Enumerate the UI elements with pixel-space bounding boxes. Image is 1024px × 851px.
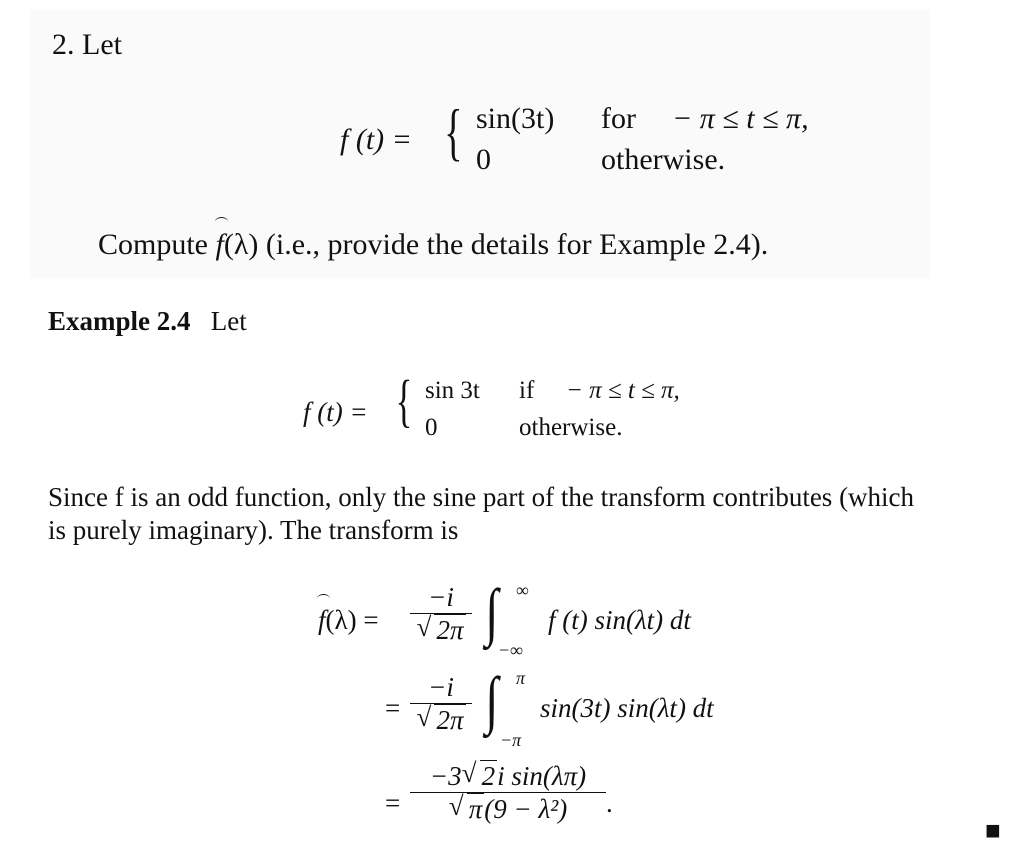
eq1-lhs-arg: (λ) =	[325, 605, 379, 635]
eq3-frac-denominator	[410, 793, 606, 825]
eq3-den-radicand: π	[468, 794, 483, 824]
example-brace: {	[395, 368, 413, 433]
example-case1-cond-word: if	[519, 377, 535, 404]
eq3-den-post: (9 − λ²)	[484, 794, 568, 824]
eq1-lower-limit: −∞	[498, 640, 523, 660]
eq3-period: .	[606, 788, 613, 818]
eq2-equals: =	[385, 693, 401, 723]
exercise-number: 2.	[52, 28, 75, 61]
example-paragraph-line2: is purely imaginary). The transform is	[48, 515, 459, 545]
eq3-num-radicand: 2	[481, 761, 496, 791]
example-case2-expr: 0	[425, 414, 438, 441]
compute-text-pre: Compute	[98, 228, 208, 261]
eq1-sqrt-radicand: 2π	[436, 615, 464, 645]
eq1-frac-denominator	[410, 614, 472, 646]
exercise-case1-cond: − π ≤ t ≤ π,	[672, 102, 809, 135]
exercise-intro: Let	[82, 28, 122, 61]
eq1-fraction	[410, 582, 472, 646]
exercise-compute-line	[98, 228, 768, 262]
eq2-sqrt-radicand: 2π	[436, 705, 464, 735]
eq2-integrand: sin(3t) sin(λt) dt	[540, 693, 714, 723]
eq1-integrand: f (t) sin(λt) dt	[548, 605, 691, 635]
eq2-frac-denominator	[410, 704, 472, 736]
example-intro: Let	[210, 306, 247, 336]
exercise-case1-cond-word: for	[601, 102, 636, 135]
compute-arg: (λ)	[223, 228, 259, 261]
eq1-integral-sign: ∫	[485, 576, 499, 647]
eq2-integral-sign: ∫	[485, 664, 499, 735]
eq2-fraction	[410, 672, 472, 736]
example-paragraph-line1: Since f is an odd function, only the sine part of the transform contributes (which	[48, 482, 915, 512]
compute-f-hat: f	[215, 228, 224, 261]
eq2-lower-limit: −π	[500, 730, 522, 750]
exercise-heading	[52, 28, 122, 62]
eq1-lhs-f-hat: f	[318, 605, 326, 635]
eq3-fraction	[410, 760, 606, 825]
example-heading-line	[48, 306, 247, 337]
exercise-f-lhs: f (t) =	[340, 123, 412, 156]
example-case2-cond: otherwise.	[519, 414, 623, 441]
exercise-case2-expr: 0	[476, 143, 491, 176]
eq1-lhs	[318, 605, 379, 636]
example-f-lhs: f (t) =	[303, 397, 368, 427]
example-case1-cond: − π ≤ t ≤ π,	[566, 377, 680, 404]
eq3-frac-numerator	[410, 760, 606, 793]
exercise-case1-expr: sin(3t)	[476, 102, 555, 135]
eq2-frac-numerator: −i	[410, 672, 472, 704]
example-heading: Example 2.4	[48, 306, 191, 336]
exercise-brace: {	[444, 96, 463, 167]
eq3-num-pre: −3	[429, 761, 462, 791]
eq3-equals: =	[385, 788, 401, 818]
eq2-upper-limit: π	[516, 668, 526, 688]
eq1-upper-limit: ∞	[516, 580, 529, 600]
eq1-frac-numerator: −i	[410, 582, 472, 614]
qed-symbol: ■	[985, 816, 1001, 845]
example-case1-expr: sin 3t	[425, 377, 480, 404]
exercise-case2-cond: otherwise.	[601, 143, 726, 176]
eq3-num-post: i sin(λπ)	[497, 761, 587, 791]
compute-text-post: (i.e., provide the details for Example 2.4).	[265, 228, 769, 261]
